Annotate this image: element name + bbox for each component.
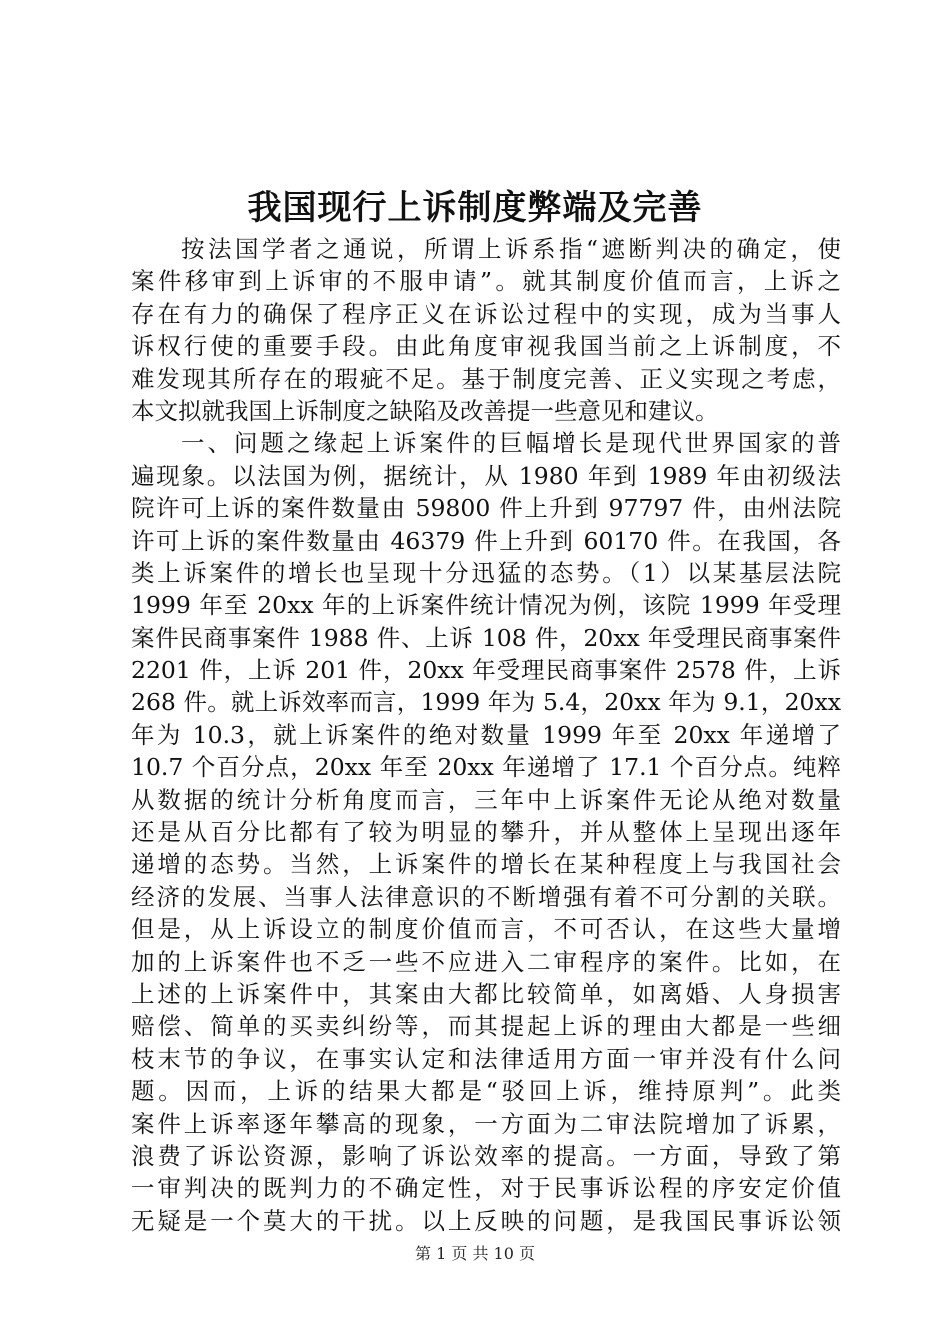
paragraph-line: 题。因而，上诉的结果大都是“驳回上诉，维持原判”。此类 bbox=[131, 1077, 841, 1106]
paragraph-line: 还是从百分比都有了较为明显的攀升，并从整体上呈现出逐年 bbox=[131, 818, 841, 847]
paragraph-line: 1999 年至 20xx 年的上诉案件统计情况为例，该院 1999 年受理 bbox=[131, 591, 841, 620]
document-title: 我国现行上诉制度弊端及完善 bbox=[247, 188, 703, 228]
paragraph-line: 但是，从上诉设立的制度价值而言，不可否认，在这些大量增 bbox=[131, 915, 841, 944]
paragraph-line: 枝末节的争议，在事实认定和法律适用方面一审并没有什么问 bbox=[131, 1044, 841, 1073]
paragraph-line: 难发现其所存在的瑕疵不足。基于制度完善、正义实现之考虑， bbox=[131, 364, 841, 393]
paragraph-line: 一审判决的既判力的不确定性，对于民事诉讼程的序安定价值 bbox=[131, 1174, 841, 1203]
paragraph-line: 遍现象。以法国为例，据统计，从 1980 年到 1989 年由初级法 bbox=[131, 461, 841, 490]
paragraph-line: 年为 10.3，就上诉案件的绝对数量 1999 年至 20xx 年递增了 bbox=[131, 720, 841, 749]
paragraph-line: 许可上诉的案件数量由 46379 件上升到 60170 件。在我国，各 bbox=[131, 526, 841, 555]
paragraph-line: 案件上诉率逐年攀高的现象，一方面为二审法院增加了诉累， bbox=[131, 1109, 841, 1138]
paragraph-line: 从数据的统计分析角度而言，三年中上诉案件无论从绝对数量 bbox=[131, 785, 841, 814]
paragraph-line: 按法国学者之通说，所谓上诉系指“遮断判决的确定，使 bbox=[181, 235, 841, 263]
paragraph-line: 2201 件，上诉 201 件，20xx 年受理民商事案件 2578 件，上诉 bbox=[131, 656, 841, 685]
paragraph-line: 上述的上诉案件中，其案由大都比较简单，如离婚、人身损害 bbox=[131, 979, 841, 1008]
page-footer: 第 1 页 共 10 页 bbox=[415, 1244, 535, 1263]
paragraph-line: 无疑是一个莫大的干扰。以上反映的问题，是我国民事诉讼领 bbox=[131, 1206, 841, 1235]
paragraph-line: 浪费了诉讼资源，影响了诉讼效率的提高。一方面，导致了第 bbox=[131, 1141, 841, 1170]
paragraph-line: 存在有力的确保了程序正义在诉讼过程中的实现，成为当事人 bbox=[131, 299, 841, 328]
paragraph-line: 院许可上诉的案件数量由 59800 件上升到 97797 件，由州法院 bbox=[131, 494, 841, 523]
paragraph-line: 赔偿、简单的买卖纠纷等，而其提起上诉的理由大都是一些细 bbox=[131, 1012, 841, 1041]
paragraph-line: 诉权行使的重要手段。由此角度审视我国当前之上诉制度，不 bbox=[131, 332, 841, 361]
document-body bbox=[131, 233, 841, 1237]
paragraph-line: 一、问题之缘起上诉案件的巨幅增长是现代世界国家的普 bbox=[181, 429, 841, 458]
paragraph-line: 案件民商事案件 1988 件、上诉 108 件，20xx 年受理民商事案件 bbox=[131, 623, 841, 652]
paragraph-line: 加的上诉案件也不乏一些不应进入二审程序的案件。比如，在 bbox=[131, 947, 841, 976]
paragraph-line: 递增的态势。当然，上诉案件的增长在某种程度上与我国社会 bbox=[131, 850, 841, 879]
paragraph-line: 本文拟就我国上诉制度之缺陷及改善提一些意见和建议。 bbox=[131, 396, 719, 425]
paragraph-line: 案件移审到上诉审的不服申请”。就其制度价值而言，上诉之 bbox=[131, 267, 841, 296]
paragraph-line: 10.7 个百分点，20xx 年至 20xx 年递增了 17.1 个百分点。纯粹 bbox=[131, 753, 841, 782]
paragraph-line: 经济的发展、当事人法律意识的不断增强有着不可分割的关联。 bbox=[131, 882, 841, 911]
paragraph-line: 268 件。就上诉效率而言，1999 年为 5.4，20xx 年为 9.1，20xx bbox=[131, 688, 841, 717]
paragraph-line: 类上诉案件的增长也呈现十分迅猛的态势。（1）以某基层法院 bbox=[131, 558, 841, 587]
